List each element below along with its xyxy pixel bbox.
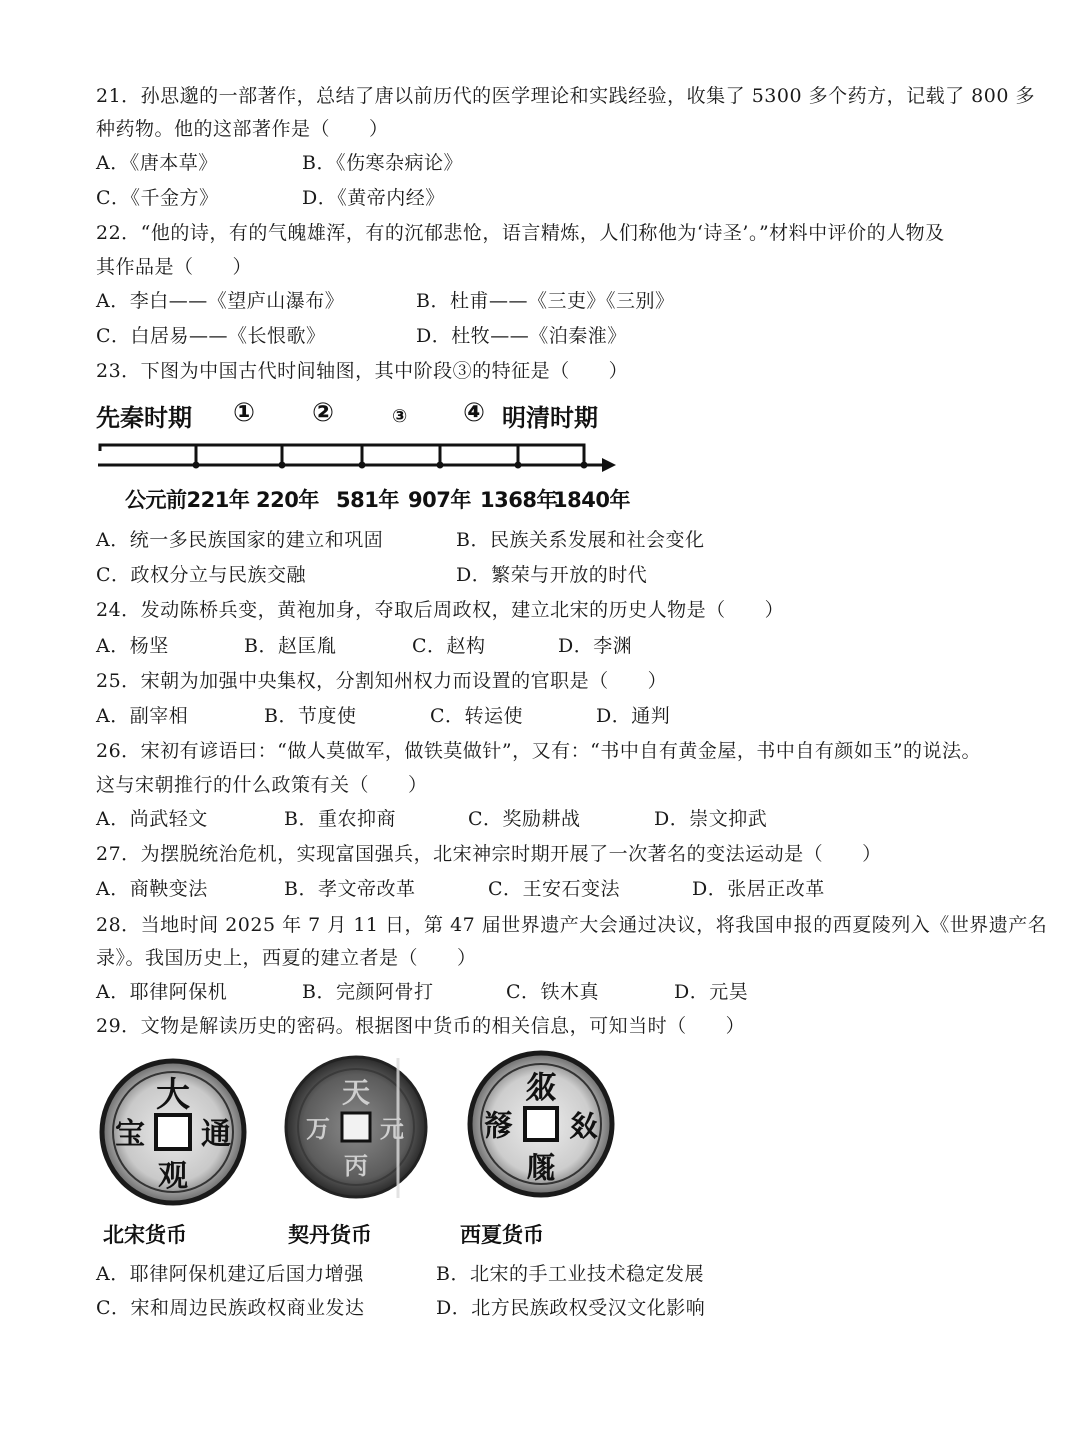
q24-stem: 24．发动陈桥兵变，黄袍加身，夺取后周政权，建立北宋的历史人物是（ ） [96, 599, 785, 621]
northern-song-coin [98, 1058, 248, 1206]
q22-stem-line2: 其作品是（ ） [96, 256, 253, 278]
q25-option-c: C．转运使 [430, 705, 524, 727]
q28-option-c: C．铁木真 [506, 981, 600, 1003]
coin2-char-right: 元 [380, 1114, 404, 1143]
coin3-char-left: 𘃡 [483, 1109, 513, 1144]
q26-option-d: D．崇文抑武 [654, 808, 768, 830]
timeline-label-stage-4: ④ [463, 398, 486, 428]
khitan-coin [282, 1052, 430, 1202]
q22-option-c: C．白居易——《长恨歌》 [96, 325, 326, 347]
timeline-date-221bc: 公元前221年 [125, 488, 250, 512]
coin-label-western-xia: 西夏货币 [460, 1223, 544, 1247]
timeline-label-stage-1: ① [233, 398, 256, 428]
q27-option-b: B．孝文帝改革 [284, 878, 416, 900]
timeline-label-stage-2: ② [312, 398, 335, 428]
q23-option-c: C．政权分立与民族交融 [96, 564, 307, 586]
coin1-char-right: 通 [201, 1117, 231, 1152]
q27-stem: 27．为摆脱统治危机，实现富国强兵，北宋神宗时期开展了一次著名的变法运动是（ ） [96, 843, 882, 865]
q21-option-c: C．《千金方》 [96, 187, 219, 209]
q25-option-b: B．节度使 [264, 705, 357, 727]
q23-option-d: D．繁荣与开放的时代 [456, 564, 648, 586]
q25-option-a: A．副宰相 [96, 705, 189, 727]
q28-option-b: B．完颜阿骨打 [302, 981, 434, 1003]
timeline-label-pre-qin: 先秦时期 [96, 404, 192, 432]
q26-stem-line1: 26．宋初有谚语曰：“做人莫做军，做铁莫做针”，又有：“书中自有黄金屋，书中自有颜如玉”的说法。 [96, 740, 982, 762]
q28-stem-line2: 录》。我国历史上，西夏的建立者是（ ） [96, 947, 477, 969]
timeline-date-1368: 1368年 [480, 488, 557, 512]
q27-option-d: D．张居正改革 [692, 878, 825, 900]
coin-label-khitan: 契丹货币 [288, 1223, 372, 1247]
coin2-char-top: 天 [341, 1076, 371, 1109]
q27-option-c: C．王安石变法 [488, 878, 621, 900]
q24-option-d: D．李渊 [558, 635, 633, 657]
timeline-date-1840: 1840年 [553, 488, 630, 512]
q25-stem: 25．宋朝为加强中央集权，分割知州权力而设置的官职是（ ） [96, 670, 668, 692]
q22-stem-line1: 22．“他的诗，有的气魄雄浑，有的沉郁悲怆，语言精炼，人们称他为‘诗圣’。”材料中评价的人物及 [96, 222, 945, 244]
q22-option-d: D．杜牧——《泊秦淮》 [416, 325, 627, 347]
q26-option-c: C．奖励耕战 [468, 808, 581, 830]
q21-stem-line1: 21．孙思邈的一部著作，总结了唐以前历代的医学理论和实践经验，收集了 5300 多个药方，记载了 800 多 [96, 85, 1035, 107]
timeline-date-907: 907年 [408, 488, 471, 512]
q26-option-a: A．尚武轻文 [96, 808, 208, 830]
q21-option-d: D．《黄帝内经》 [302, 187, 445, 209]
q28-stem-line1: 28．当地时间 2025 年 7 月 11 日，第 47 届世界遗产大会通过决议，将我国申报的西夏陵列入《世界遗产名 [96, 914, 1048, 936]
q25-option-d: D．通判 [596, 705, 671, 727]
q26-stem-line2: 这与宋朝推行的什么政策有关（ ） [96, 774, 428, 796]
timeline-date-581: 581年 [336, 488, 399, 512]
q23-stem: 23．下图为中国古代时间轴图，其中阶段③的特征是（ ） [96, 360, 629, 382]
coin2-char-bottom: 丙 [344, 1151, 368, 1180]
western-xia-coin [466, 1048, 616, 1200]
timeline-label-ming-qing: 明清时期 [502, 404, 598, 432]
q23-option-a: A．统一多民族国家的建立和巩固 [96, 529, 384, 551]
q29-stem: 29．文物是解读历史的密码。根据图中货币的相关信息，可知当时（ ） [96, 1015, 746, 1037]
coin1-char-bottom: 观 [158, 1159, 188, 1194]
coin3-char-right: 𗾈 [569, 1109, 599, 1144]
q24-option-c: C．赵构 [412, 635, 486, 657]
q21-option-a: A．《唐本草》 [96, 152, 218, 174]
q27-option-a: A．商鞅变法 [96, 878, 208, 900]
timeline-axis [92, 395, 622, 480]
q23-option-b: B．民族关系发展和社会变化 [456, 529, 705, 551]
coin1-char-top: 大 [156, 1075, 190, 1115]
q21-option-b: B．《伤寒杂病论》 [302, 152, 463, 174]
q21-stem-line2: 种药物。他的这部著作是（ ） [96, 118, 389, 140]
q24-option-a: A．杨坚 [96, 635, 169, 657]
q29-option-d: D．北方民族政权受汉文化影响 [436, 1297, 706, 1319]
q22-option-a: A．李白——《望庐山瀑布》 [96, 290, 345, 312]
q26-option-b: B．重农抑商 [284, 808, 396, 830]
coin3-char-top: 𗼇 [524, 1068, 558, 1106]
q22-option-b: B．杜甫——《三吏》《三别》 [416, 290, 675, 312]
q29-option-b: B．北宋的手工业技术稳定发展 [436, 1263, 704, 1285]
q24-option-b: B．赵匡胤 [244, 635, 337, 657]
timeline-date-220: 220年 [256, 488, 319, 512]
timeline-label-stage-3: ③ [392, 406, 408, 427]
q28-option-a: A．耶律阿保机 [96, 981, 228, 1003]
coin3-char-bottom: 𗅲 [526, 1151, 556, 1186]
q28-option-d: D．元昊 [674, 981, 749, 1003]
coin-label-northern-song: 北宋货币 [103, 1223, 187, 1247]
q29-option-a: A．耶律阿保机建辽后国力增强 [96, 1263, 364, 1285]
q29-option-c: C．宋和周边民族政权商业发达 [96, 1297, 365, 1319]
coin2-char-left: 万 [306, 1114, 330, 1143]
coin1-char-left: 宝 [115, 1117, 145, 1152]
